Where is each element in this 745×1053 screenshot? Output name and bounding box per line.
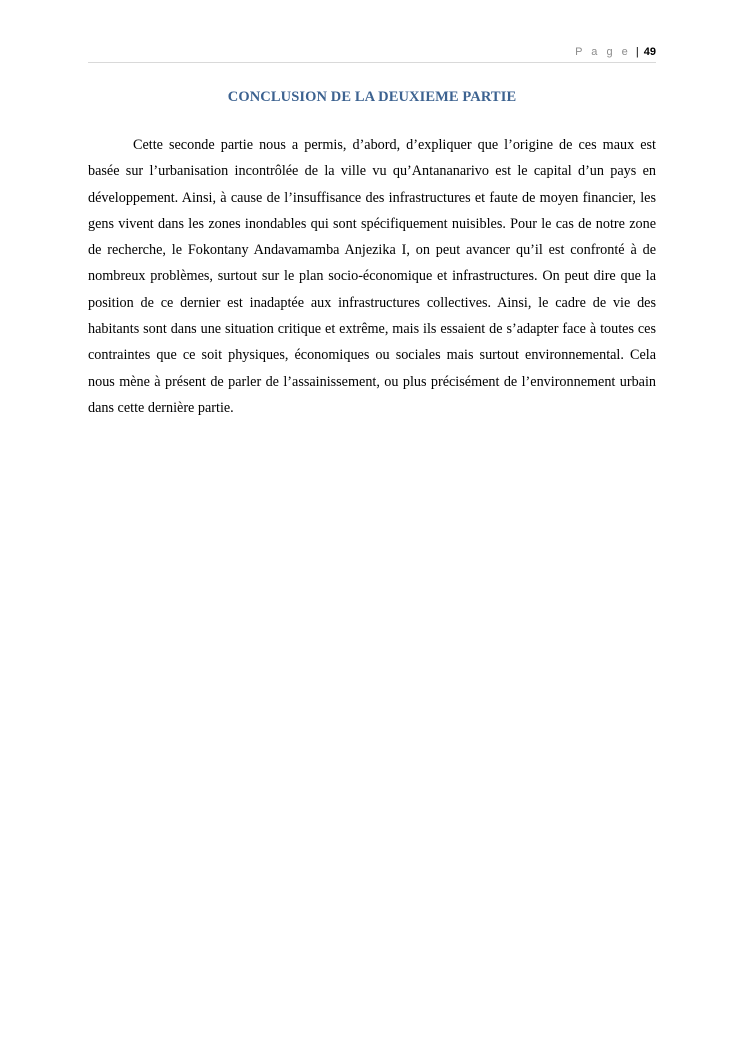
page-separator: |: [635, 46, 639, 58]
page-number: 49: [643, 46, 656, 58]
page-header: [88, 44, 656, 63]
section-title: CONCLUSION DE LA DEUXIEME PARTIE: [227, 89, 517, 105]
body-paragraph: Cette seconde partie nous a permis, d’abord, d’expliquer que l’origine de ces maux est basée sur l’urbanisation incontrôlée de la ville vu qu’Antananarivo est le capital d’un pays en développement. Ainsi, à cause de l’insuffisance des infrastructures et faute de moyen financier, les gens vivent dans les zones inondables qui sont spécifiquement nuisibles. Pour le cas de notre zone de recherche, le Fokontany Andavamamba Anjezika I, on peut avancer qu’il est confronté à de nombreux problèmes, surtout sur le plan socio-économique et infrastructures. On peut dire que la position de ce dernier est inadaptée aux infrastructures collectives. Ainsi, le cadre de vie des habitants sont dans une situation critique et extrême, mais ils essaient de s’adapter face à toutes ces contraintes que ce soit physiques, économiques ou sociales mais surtout environnemental. Cela nous mène à présent de parler de l’assainissement, ou plus précisément de l’environnement urbain dans cette dernière partie.: [88, 137, 656, 416]
page-label: P a g e: [575, 46, 631, 58]
